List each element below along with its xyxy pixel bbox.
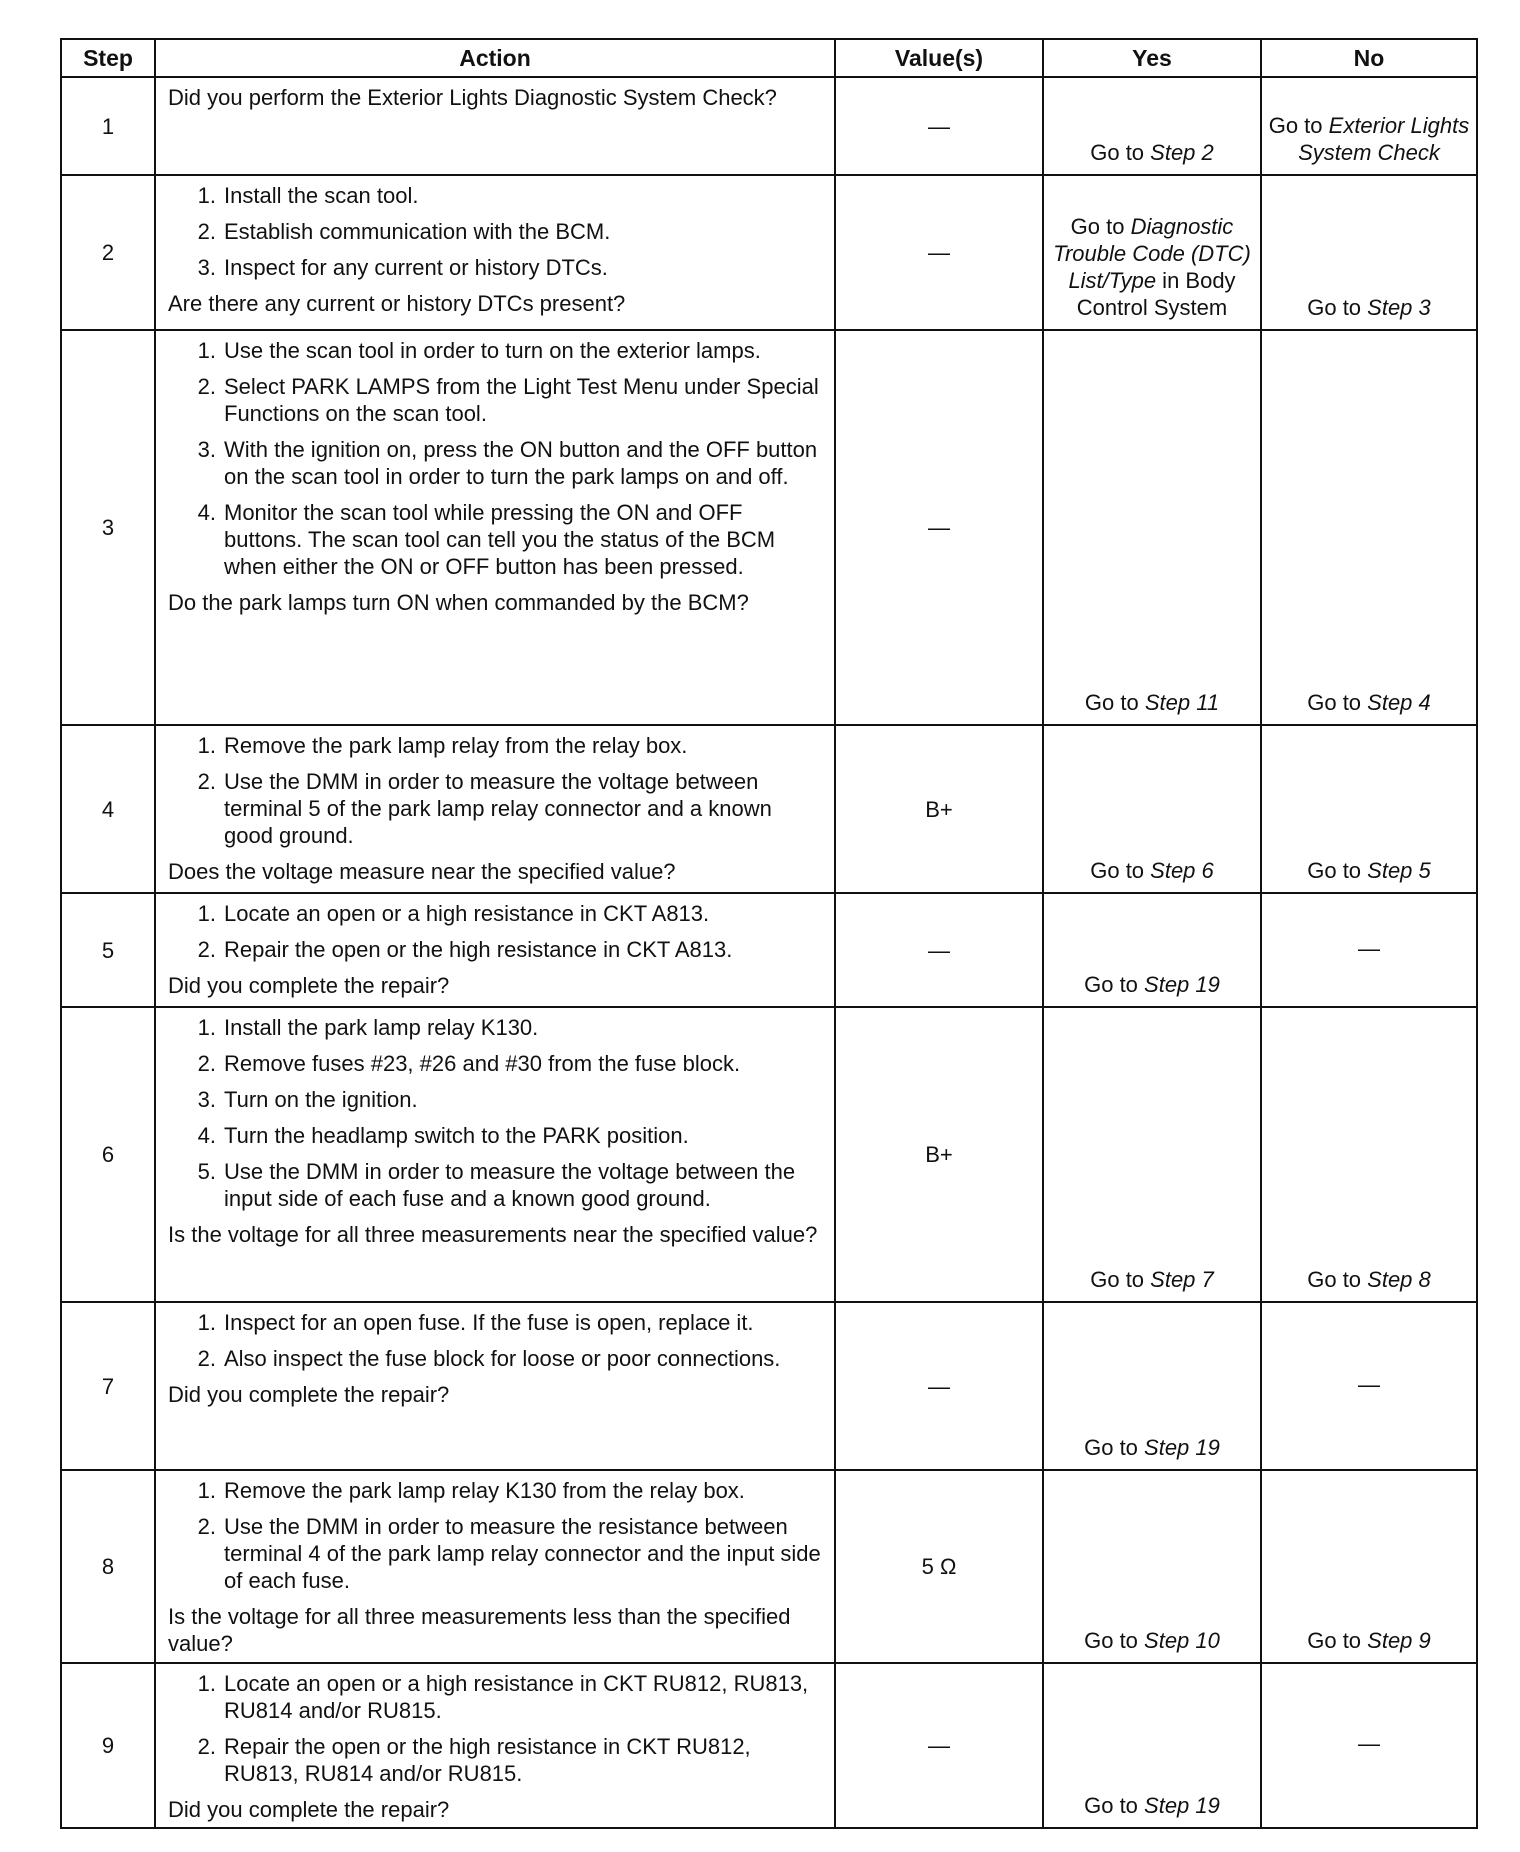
action-steps-list [168, 337, 824, 580]
list-item-number: 5. [197, 1159, 216, 1184]
yes-result-target: Step 10 [1144, 1628, 1220, 1653]
yes-result-prefix: Go to [1084, 690, 1145, 715]
value-cell: — [835, 1663, 1043, 1828]
action-cell [155, 1663, 835, 1828]
action-question: Did you complete the repair? [168, 1382, 450, 1407]
action-question: Did you complete the repair? [168, 1797, 450, 1822]
action-cell [155, 1007, 835, 1302]
yes-result-prefix: Go to [1090, 140, 1151, 165]
action-cell [155, 330, 835, 725]
yes-result-prefix: Go to [1084, 1793, 1145, 1818]
list-item-number: 3. [197, 1087, 216, 1112]
no-result-target: Exterior Lights System Check [1298, 113, 1470, 165]
step-number: 2 [61, 175, 155, 330]
value-cell: 5 Ω [835, 1470, 1043, 1663]
step-number: 6 [61, 1007, 155, 1302]
value-cell: — [835, 175, 1043, 330]
list-item [168, 732, 824, 759]
yes-result-target: Step 7 [1150, 1267, 1214, 1292]
yes-result-prefix: Go to [1090, 1267, 1151, 1292]
table-row [61, 725, 1477, 893]
list-item [168, 900, 824, 927]
no-result-prefix: Go to [1307, 1267, 1368, 1292]
list-item-text: Use the DMM in order to measure the voltage between the input side of each fuse and a known good ground. [224, 1159, 796, 1211]
list-item [168, 1345, 824, 1372]
yes-result [1043, 893, 1261, 1007]
action-steps-list [168, 900, 824, 963]
action-steps-list [168, 1014, 824, 1212]
table-row [61, 1007, 1477, 1302]
action-cell [155, 77, 835, 175]
list-item-text: Use the DMM in order to measure the voltage between terminal 5 of the park lamp relay connector and a known good ground. [224, 769, 772, 848]
table-row [61, 1302, 1477, 1470]
list-item [168, 1733, 824, 1787]
list-item [168, 1122, 824, 1149]
no-result [1261, 1470, 1477, 1663]
list-item-number: 4. [197, 500, 216, 525]
list-item [168, 1670, 824, 1724]
list-item-text: Turn on the ignition. [224, 1087, 418, 1112]
yes-result-target: Step 6 [1150, 858, 1214, 883]
value-cell: — [835, 77, 1043, 175]
list-item-text: Remove fuses #23, #26 and #30 from the fuse block. [224, 1051, 741, 1076]
step-number: 7 [61, 1302, 155, 1470]
yes-result [1043, 725, 1261, 893]
step-number: 5 [61, 893, 155, 1007]
no-result-prefix: Go to [1307, 858, 1368, 883]
no-result-prefix: Go to [1307, 1628, 1368, 1653]
list-item [168, 1309, 824, 1336]
yes-result-prefix: Go to [1084, 972, 1145, 997]
list-item [168, 373, 824, 427]
action-question: Do the park lamps turn ON when commanded by the BCM? [168, 590, 749, 615]
table-row [61, 175, 1477, 330]
list-item-number: 1. [197, 733, 216, 758]
yes-column-header: Yes [1043, 39, 1261, 77]
yes-result-prefix: Go to [1084, 1435, 1145, 1460]
list-item-text: Turn the headlamp switch to the PARK position. [224, 1123, 689, 1148]
yes-result-prefix: Go to [1070, 214, 1131, 239]
yes-result-target: Step 2 [1150, 140, 1214, 165]
list-item-number: 2. [197, 1051, 216, 1076]
list-item-number: 4. [197, 1123, 216, 1148]
list-item [168, 1014, 824, 1041]
yes-result [1043, 77, 1261, 175]
list-item [168, 182, 824, 209]
list-item [168, 1050, 824, 1077]
list-item [168, 218, 824, 245]
no-result-prefix: — [1358, 935, 1380, 961]
yes-result [1043, 1663, 1261, 1828]
list-item-text: Repair the open or the high resistance in CKT A813. [224, 937, 733, 962]
list-item-text: Install the park lamp relay K130. [224, 1015, 539, 1040]
list-item-text: With the ignition on, press the ON button and the OFF button on the scan tool in order to turn the park lamps on and off. [224, 437, 818, 489]
action-steps-list [168, 732, 824, 849]
no-result [1261, 893, 1477, 1007]
step-number: 3 [61, 330, 155, 725]
list-item-text: Use the scan tool in order to turn on the exterior lamps. [224, 338, 761, 363]
yes-result-target: Step 11 [1144, 690, 1220, 715]
action-question: Did you complete the repair? [168, 973, 450, 998]
no-column-header: No [1261, 39, 1477, 77]
no-result [1261, 175, 1477, 330]
list-item-text: Remove the park lamp relay from the relay box. [224, 733, 688, 758]
table-row [61, 330, 1477, 725]
yes-result [1043, 175, 1261, 330]
yes-result-target: Step 19 [1144, 972, 1220, 997]
list-item-number: 1. [197, 1310, 216, 1335]
no-result-target: Step 3 [1367, 295, 1431, 320]
table-header-row [61, 39, 1477, 77]
no-result-target: Step 4 [1367, 690, 1431, 715]
list-item-text: Select PARK LAMPS from the Light Test Menu under Special Functions on the scan tool. [224, 374, 819, 426]
list-item-text: Install the scan tool. [224, 183, 419, 208]
list-item [168, 1513, 824, 1594]
table-row [61, 893, 1477, 1007]
values-column-header: Value(s) [835, 39, 1043, 77]
list-item-number: 2. [197, 1514, 216, 1539]
no-result-target: Step 9 [1367, 1628, 1431, 1653]
list-item [168, 936, 824, 963]
list-item-text: Monitor the scan tool while pressing the ON and OFF buttons. The scan tool can tell you the status of the BCM when either the ON or OFF button has been pressed. [224, 500, 776, 579]
step-number: 9 [61, 1663, 155, 1828]
no-result [1261, 1007, 1477, 1302]
list-item [168, 1086, 824, 1113]
list-item-number: 1. [197, 1015, 216, 1040]
value-cell: — [835, 893, 1043, 1007]
yes-result-suffix: in Body Control System [1076, 268, 1236, 320]
list-item [168, 337, 824, 364]
list-item-text: Inspect for an open fuse. If the fuse is open, replace it. [224, 1310, 754, 1335]
action-column-header: Action [155, 39, 835, 77]
no-result-prefix: Go to [1268, 113, 1329, 138]
list-item-text: Remove the park lamp relay K130 from the relay box. [224, 1478, 745, 1503]
list-item-number: 2. [197, 1346, 216, 1371]
value-cell: B+ [835, 1007, 1043, 1302]
action-steps-list [168, 182, 824, 281]
value-cell: — [835, 1302, 1043, 1470]
step-number: 8 [61, 1470, 155, 1663]
no-result [1261, 1302, 1477, 1470]
action-question: Does the voltage measure near the specified value? [168, 859, 676, 884]
action-question: Did you perform the Exterior Lights Diagnostic System Check? [168, 85, 777, 110]
value-cell: B+ [835, 725, 1043, 893]
no-result [1261, 1663, 1477, 1828]
list-item-text: Inspect for any current or history DTCs. [224, 255, 608, 280]
step-number: 4 [61, 725, 155, 893]
yes-result-prefix: Go to [1090, 858, 1151, 883]
action-steps-list [168, 1670, 824, 1787]
value-cell: — [835, 330, 1043, 725]
list-item-number: 3. [197, 437, 216, 462]
list-item-number: 1. [197, 1671, 216, 1696]
yes-result [1043, 1007, 1261, 1302]
no-result-target: Step 8 [1367, 1267, 1431, 1292]
yes-result-prefix: Go to [1084, 1628, 1145, 1653]
no-result-prefix: Go to [1307, 690, 1368, 715]
action-cell [155, 175, 835, 330]
no-result [1261, 330, 1477, 725]
list-item-number: 2. [197, 937, 216, 962]
list-item-text: Also inspect the fuse block for loose or poor connections. [224, 1346, 781, 1371]
action-question: Is the voltage for all three measurements less than the specified value? [168, 1604, 791, 1656]
list-item-number: 3. [197, 255, 216, 280]
list-item-text: Use the DMM in order to measure the resistance between terminal 4 of the park lamp relay connector and the input side of each fuse. [224, 1514, 821, 1593]
table-row [61, 1470, 1477, 1663]
no-result [1261, 725, 1477, 893]
list-item-text: Establish communication with the BCM. [224, 219, 611, 244]
action-cell [155, 1302, 835, 1470]
yes-result [1043, 330, 1261, 725]
no-result-prefix: — [1358, 1731, 1380, 1756]
table-row [61, 1663, 1477, 1828]
list-item-number: 2. [197, 374, 216, 399]
diagnostic-table-page [60, 38, 1476, 1829]
yes-result [1043, 1470, 1261, 1663]
list-item [168, 499, 824, 580]
action-question: Are there any current or history DTCs present? [168, 291, 626, 316]
no-result-prefix: Go to [1307, 295, 1368, 320]
action-cell [155, 1470, 835, 1663]
yes-result-target: Diagnostic Trouble Code (DTC) List/Type [1053, 214, 1251, 293]
no-result [1261, 77, 1477, 175]
action-cell [155, 893, 835, 1007]
step-number: 1 [61, 77, 155, 175]
action-question: Is the voltage for all three measurements near the specified value? [168, 1222, 818, 1247]
list-item-number: 2. [197, 769, 216, 794]
list-item-text: Locate an open or a high resistance in CKT RU812, RU813, RU814 and/or RU815. [224, 1671, 809, 1723]
table-row [61, 77, 1477, 175]
action-steps-list [168, 1477, 824, 1594]
diagnostic-table [60, 38, 1478, 1829]
list-item [168, 436, 824, 490]
action-steps-list [168, 1309, 824, 1372]
list-item [168, 1158, 824, 1212]
yes-result [1043, 1302, 1261, 1470]
list-item-number: 1. [197, 1478, 216, 1503]
step-column-header: Step [61, 39, 155, 77]
list-item-text: Repair the open or the high resistance in CKT RU812, RU813, RU814 and/or RU815. [224, 1734, 751, 1786]
list-item-number: 2. [197, 219, 216, 244]
yes-result-target: Step 19 [1144, 1793, 1220, 1818]
action-cell [155, 725, 835, 893]
list-item-number: 1. [197, 183, 216, 208]
yes-result-target: Step 19 [1144, 1435, 1220, 1460]
list-item-text: Locate an open or a high resistance in CKT A813. [224, 901, 710, 926]
list-item-number: 1. [197, 338, 216, 363]
list-item-number: 2. [197, 1734, 216, 1759]
list-item [168, 254, 824, 281]
no-result-prefix: — [1358, 1371, 1380, 1397]
no-result-target: Step 5 [1367, 858, 1431, 883]
list-item-number: 1. [197, 901, 216, 926]
list-item [168, 768, 824, 849]
list-item [168, 1477, 824, 1504]
